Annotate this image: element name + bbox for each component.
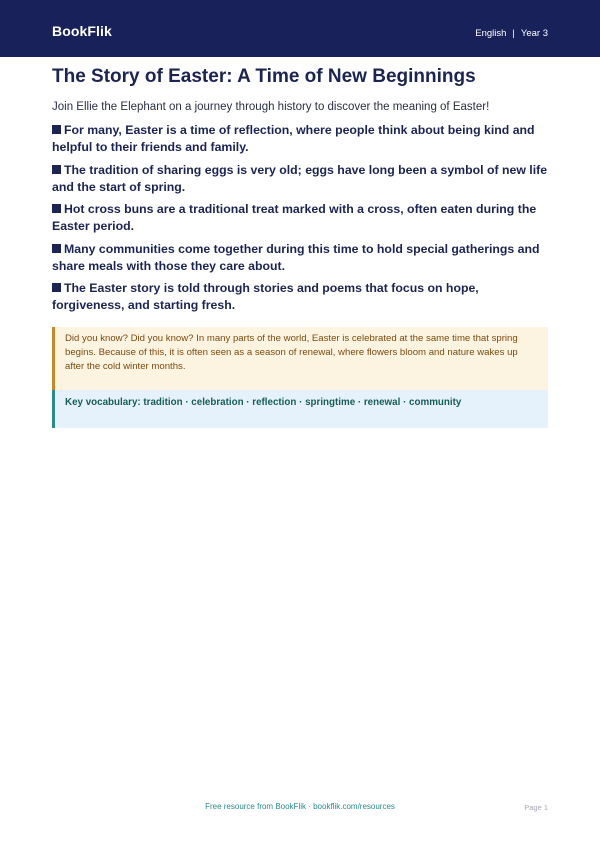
page-header bbox=[0, 0, 600, 57]
square-bullet-icon bbox=[52, 244, 61, 253]
page-number: Page 1 bbox=[524, 803, 548, 812]
header-meta bbox=[475, 28, 548, 39]
year-label: Year 3 bbox=[520, 28, 548, 39]
key-vocabulary-box bbox=[52, 390, 548, 428]
square-bullet-icon bbox=[52, 283, 61, 292]
vocabulary-text: Key vocabulary: tradition · celebration · reflection · springtime · renewal · community bbox=[65, 397, 462, 408]
fact-list bbox=[52, 122, 552, 320]
subject-label: English bbox=[475, 28, 507, 39]
fact-item bbox=[52, 162, 552, 196]
fact-text: Many communities come together during this time to hold special gatherings and share meals with those they care about. bbox=[52, 241, 540, 273]
did-you-know-callout bbox=[52, 327, 548, 390]
meta-separator: | bbox=[512, 28, 515, 39]
fact-text: Hot cross buns are a traditional treat marked with a cross, often eaten during the Easter period. bbox=[52, 202, 537, 234]
fact-item bbox=[52, 280, 552, 314]
fact-text: For many, Easter is a time of reflection, where people think about being kind and helpful to their friends and family. bbox=[52, 123, 535, 154]
callout-text: Did you know? Did you know? In many parts of the world, Easter is celebrated at the same time that spring begins. Because of this, it is often seen as a season of renewal, where flowers bloom and nature wakes up after the cold winter months. bbox=[65, 333, 518, 372]
fact-item bbox=[52, 122, 552, 156]
fact-item bbox=[52, 241, 552, 275]
square-bullet-icon bbox=[52, 204, 61, 213]
page-title: The Story of Easter: A Time of New Beginnings bbox=[52, 66, 476, 87]
footer-link[interactable]: Free resource from BookFlik · bookflik.com/resources bbox=[205, 802, 395, 811]
brand-logo-text[interactable]: BookFlik bbox=[52, 23, 112, 39]
fact-text: The Easter story is told through stories and poems that focus on hope, forgiveness, and starting fresh. bbox=[52, 281, 479, 313]
square-bullet-icon bbox=[52, 125, 61, 134]
square-bullet-icon bbox=[52, 165, 61, 174]
intro-text: Join Ellie the Elephant on a journey through history to discover the meaning of Easter! bbox=[52, 101, 490, 113]
fact-text: The tradition of sharing eggs is very old; eggs have long been a symbol of new life and the start of spring. bbox=[52, 162, 548, 194]
fact-item bbox=[52, 201, 552, 235]
